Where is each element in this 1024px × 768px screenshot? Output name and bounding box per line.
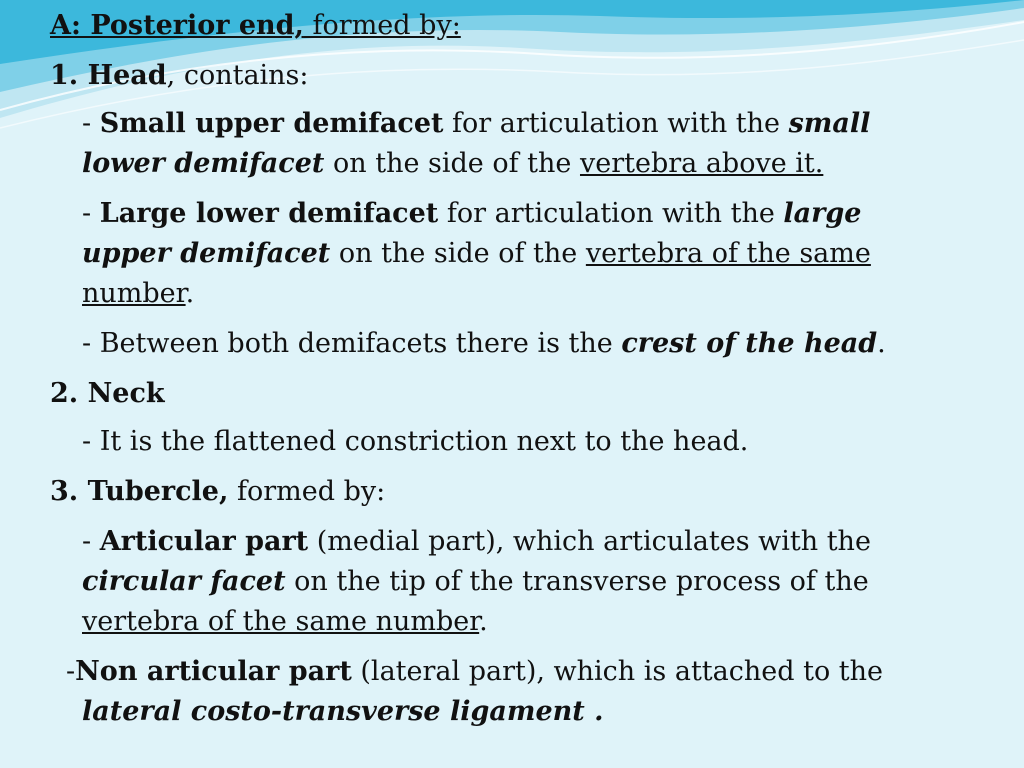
dash: - <box>82 108 100 139</box>
dash: - <box>82 526 100 557</box>
head-item-1-line-1 <box>82 104 982 144</box>
dash: - <box>66 656 76 687</box>
text: on the side of the <box>324 148 580 179</box>
head-item-2-line-1 <box>82 194 982 234</box>
posterior-end-heading <box>50 6 950 46</box>
head-rest: , contains: <box>166 60 309 91</box>
tubercle-rest: formed by: <box>228 476 386 507</box>
lower-demifacet-term: lower demifacet <box>82 148 325 179</box>
upper-demifacet-term: upper demifacet <box>82 238 331 269</box>
head-label: 1. Head <box>50 60 167 91</box>
heading-bold: A: Posterior end, <box>50 10 304 41</box>
text: for articulation with the <box>443 108 789 139</box>
heading-rest: formed by: <box>303 10 461 41</box>
text: for articulation with the <box>438 198 784 229</box>
neck-heading <box>50 374 950 414</box>
non-articular-part: Non articular part <box>75 656 352 687</box>
head-heading <box>50 56 950 96</box>
head-item-2-line-2 <box>82 234 982 274</box>
head-item-1-line-2 <box>82 144 982 184</box>
period: . <box>479 606 488 637</box>
small-upper-demifacet: Small upper demifacet <box>99 108 444 139</box>
period: . <box>877 328 886 359</box>
text: - Between both demifacets there is the <box>82 328 622 359</box>
ligament-term: lateral costo-transverse ligament . <box>82 696 604 727</box>
vertebra-same-number-text: vertebra of the same number <box>82 606 480 637</box>
tubercle-item-1-line-1 <box>82 522 982 562</box>
text: on the side of the <box>330 238 586 269</box>
tubercle-label: 3. Tubercle, <box>50 476 229 507</box>
text: - It is the flattened constriction next to the head. <box>82 426 749 457</box>
circular-facet-term: circular facet <box>82 566 286 597</box>
tubercle-item-1-line-2 <box>82 562 982 602</box>
tubercle-heading <box>50 472 950 512</box>
small-term: small <box>788 108 871 139</box>
text: (lateral part), which is attached to the <box>351 656 884 687</box>
tubercle-item-2-line-1 <box>66 652 966 692</box>
number-text: number <box>82 278 186 309</box>
head-item-3 <box>82 324 982 364</box>
large-term: large <box>783 198 862 229</box>
tubercle-item-1-line-3 <box>82 602 982 642</box>
neck-item-1 <box>82 422 982 462</box>
tubercle-item-2-line-2 <box>82 692 982 732</box>
large-lower-demifacet: Large lower demifacet <box>99 198 439 229</box>
crest-of-head-term: crest of the head <box>621 328 878 359</box>
text: on the tip of the transverse process of the <box>285 566 869 597</box>
period: . <box>185 278 195 309</box>
articular-part: Articular part <box>99 526 309 557</box>
dash: - <box>82 198 100 229</box>
vertebra-same-number-text: vertebra of the same <box>585 238 871 269</box>
head-item-2-line-3 <box>82 274 982 314</box>
neck-label: 2. Neck <box>50 378 165 409</box>
vertebra-above-link-text: vertebra above it. <box>579 148 824 179</box>
text: (medial part), which articulates with the <box>308 526 871 557</box>
